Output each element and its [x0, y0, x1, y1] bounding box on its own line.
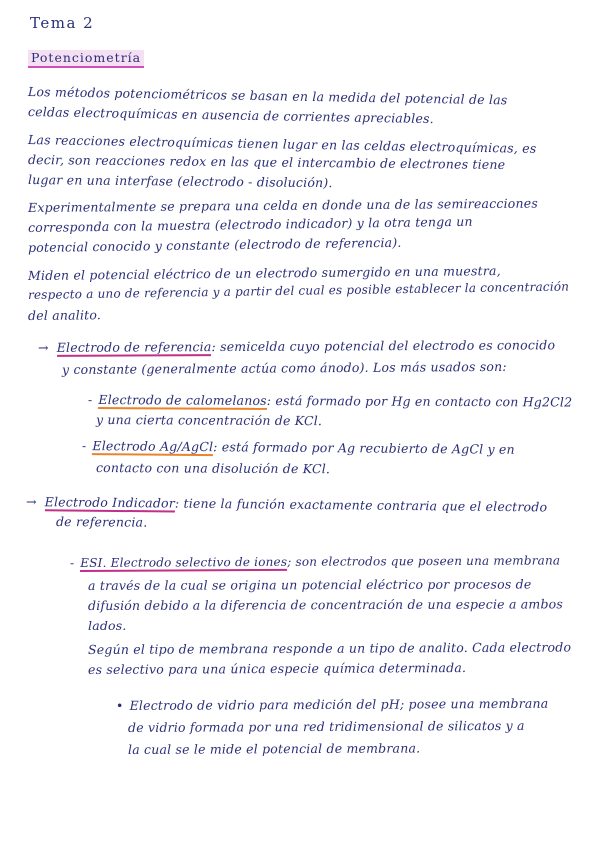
text-line: contacto con una disolución de KCl. — [95, 460, 331, 477]
ag-agcl-line — [82, 438, 515, 457]
text-line: celdas electroquímicas en ausencia de corrientes apreciables. — [27, 104, 434, 127]
term-calomelanos: Electrodo de calomelanos — [98, 392, 267, 408]
text-span: : semicelda cuyo potencial del electrodo es conocido — [211, 337, 556, 355]
text-line: a través de la cual se origina un potencial eléctrico por procesos de — [87, 576, 532, 593]
term-electrodo-referencia: Electrodo de referencia — [56, 339, 212, 355]
text-line: corresponda con la muestra (electrodo indicador) y la otra tenga un — [27, 213, 473, 235]
text-line: respecto a uno de referencia y a partir del cual es posible establecer la concentración — [27, 279, 570, 302]
text-line: es selectivo para una única especie química determinada. — [87, 660, 467, 677]
term-ag-agcl: Electrodo Ag/AgCl — [92, 438, 214, 455]
text-line: la cual se le mide el potencial de membrana. — [127, 740, 421, 757]
term-electrodo-indicador: Electrodo Indicador — [44, 494, 176, 511]
text-line: y una cierta concentración de KCl. — [95, 412, 323, 429]
text-line: y constante (generalmente actúa como ánodo). Los más usados son: — [61, 358, 507, 377]
text-line: Experimentalmente se prepara una celda en donde una de las semireacciones — [27, 195, 539, 215]
text-line: lados. — [88, 618, 127, 633]
text-span: : tiene la función exactamente contraria que el electrodo — [174, 495, 548, 515]
referencia-line — [38, 337, 555, 355]
arrow-icon: → — [37, 339, 49, 355]
indicador-line — [26, 494, 547, 514]
text-line: potencial conocido y constante (electrodo de referencia). — [27, 234, 402, 255]
term-esi: ESI. Electrodo selectivo de iones — [80, 554, 288, 570]
text-line: Según el tipo de membrana responde a un tipo de analito. Cada electrodo — [87, 639, 572, 657]
text-line: de referencia. — [55, 514, 148, 530]
calomelanos-line — [88, 392, 572, 410]
section-heading: Potenciometría — [28, 50, 144, 68]
bullet-icon: • — [115, 697, 124, 713]
text-span: : está formado por Hg en contacto con Hg2Cl2 — [266, 392, 573, 410]
arrow-icon: → — [25, 494, 37, 510]
text-span: ; son electrodos que poseen una membrana — [287, 553, 561, 569]
text-line: Los métodos potenciométricos se basan en la medida del potencial de las — [27, 84, 508, 108]
text-line: lugar en una interfase (electrodo - disolución). — [27, 172, 333, 191]
vidrio-line — [116, 696, 548, 713]
dash-icon: - — [87, 392, 93, 408]
text-line: decir, son reacciones redox en las que el intercambio de electrones tiene — [27, 152, 506, 172]
text-line: Las reacciones electroquímicas tienen lugar en las celdas electroquímicas, es — [27, 132, 537, 156]
text-line: difusión debido a la diferencia de concentración de una especie a ambos — [87, 596, 564, 613]
text-line: Miden el potencial eléctrico de un electrodo sumergido en una muestra, — [27, 263, 501, 283]
esi-line — [70, 553, 560, 570]
page-title: Tema 2 — [30, 14, 95, 32]
dash-icon: - — [69, 555, 75, 570]
dash-icon: - — [81, 438, 87, 454]
text-line: de vidrio formada por una red tridimensional de silicatos y a — [127, 717, 525, 735]
text-span: : está formado por Ag recubierto de AgCl y en — [213, 439, 515, 457]
text-span: Electrodo de vidrio para medición del pH; posee una membrana — [129, 695, 549, 713]
text-line: del analito. — [27, 307, 102, 323]
